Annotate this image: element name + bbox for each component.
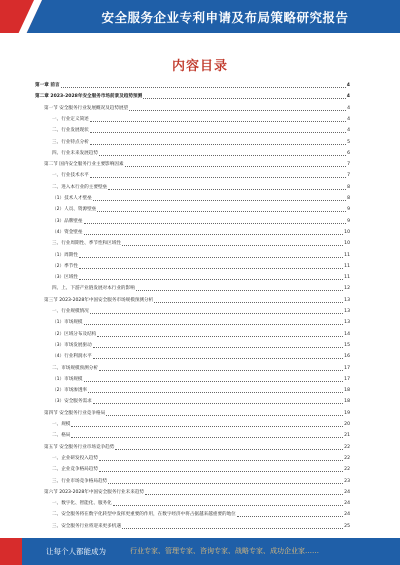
toc-entry[interactable]: [52, 183, 350, 192]
toc-entry-page: 4: [346, 83, 350, 88]
toc-entry[interactable]: [52, 465, 350, 474]
toc-entry[interactable]: [52, 262, 350, 271]
toc-entry-title: 第六节 2023-2028年中国安全服务行业未来趋势: [44, 489, 145, 495]
toc-leader-dots: [136, 289, 343, 291]
toc-leader-dots: [154, 301, 343, 303]
toc-leader-dots: [90, 143, 346, 145]
toc-leader-dots: [113, 504, 343, 506]
toc-entry-title: （3）安全服务需求: [52, 399, 92, 405]
toc-leader-dots: [84, 233, 344, 235]
toc-leader-dots: [88, 391, 343, 393]
toc-leader-dots: [143, 97, 346, 99]
toc-entry[interactable]: [52, 386, 350, 395]
toc-leader-dots: [71, 436, 343, 438]
toc-entry[interactable]: [52, 352, 350, 361]
toc-leader-dots: [90, 176, 346, 178]
toc-entry-title: 一、企业研发投入趋势: [52, 455, 98, 461]
toc-leader-dots: [99, 369, 343, 371]
toc-entry[interactable]: [52, 194, 350, 203]
toc-entry[interactable]: [52, 510, 350, 519]
toc-entry-title: 二、格局: [52, 433, 71, 439]
toc-entry-title: 第一节 安全服务行业发展概况及趋势展望: [44, 105, 129, 111]
toc-entry-title: 二、进入本行业的主要壁垒: [52, 184, 108, 190]
toc-entry-title: （1）市场规模: [52, 376, 83, 382]
toc-entry-page: 22: [344, 455, 350, 461]
toc-leader-dots: [125, 165, 347, 167]
toc-entry[interactable]: [52, 228, 350, 237]
toc-entry-page: 16: [344, 354, 350, 360]
toc-entry-page: 4: [346, 94, 350, 100]
toc-entry[interactable]: [52, 205, 350, 214]
toc-leader-dots: [84, 323, 344, 325]
toc-entry-page: 9: [347, 218, 350, 224]
toc-leader-dots: [108, 482, 343, 484]
toc-entry[interactable]: [52, 364, 350, 373]
toc-leader-dots: [79, 278, 343, 280]
toc-entry-title: （3）品牌壁垒: [52, 218, 83, 224]
toc-leader-dots: [145, 493, 343, 495]
toc-entry-title: （4）资金壁垒: [52, 229, 83, 235]
toc-entry-title: 四、行业未来发展趋势: [52, 150, 98, 156]
toc-entry[interactable]: [52, 251, 350, 260]
toc-entry[interactable]: [52, 307, 350, 316]
toc-entry-page: 22: [344, 467, 350, 473]
toc-leader-dots: [93, 402, 343, 404]
toc-entry-title: 二、行业发展现状: [52, 128, 89, 134]
footer-slogan: 让每个人都能成为: [46, 547, 106, 556]
toc-leader-dots: [90, 120, 346, 122]
toc-entry[interactable]: [44, 296, 350, 305]
toc-entry-page: 24: [344, 501, 350, 507]
toc-entry-page: 25: [344, 523, 350, 529]
toc-entry[interactable]: [35, 81, 350, 90]
toc-leader-dots: [122, 244, 343, 246]
toc-entry[interactable]: [52, 171, 350, 180]
toc-entry[interactable]: [52, 217, 350, 226]
toc-entry-title: （4）行业利润水平: [52, 354, 92, 360]
toc-entry-page: 20: [344, 422, 350, 427]
toc-entry-page: 17: [344, 376, 350, 382]
toc-entry-title: 第三节 2023-2028年中国安全服务市场规模预测分析: [44, 297, 154, 303]
toc-entry[interactable]: [52, 431, 350, 440]
toc-entry[interactable]: [44, 443, 350, 452]
toc-entry-title: （2）区域分布及结构: [52, 331, 97, 337]
toc-entry-title: 三、行业特点分析: [52, 139, 89, 145]
toc-entry[interactable]: [52, 375, 350, 384]
toc-entry-title: 第二章 2023-2028年安全服务市场前景及趋势预测: [35, 94, 143, 100]
toc-entry-title: 第四节 安全服务行业竞争格局: [44, 410, 106, 416]
toc-entry-title: （3）市场发展驱动: [52, 342, 92, 348]
toc-entry-page: 10: [344, 229, 350, 235]
toc-entry-title: （1）周期性: [52, 252, 78, 258]
toc-entry[interactable]: [52, 239, 350, 248]
toc-entry-page: 4: [347, 116, 350, 122]
toc-entry-page: 11: [344, 252, 350, 258]
toc-entry-title: 四、上、下游产业链发展对本行业的影响: [52, 286, 135, 292]
toc-entry-title: 二、安全服务将在数字化转型中发挥更重要的作用，在数字经济中将占据越来越重要的地位: [52, 512, 236, 518]
toc-entry-title: 一、行业定义简述: [52, 116, 89, 122]
page-footer: [0, 538, 400, 565]
toc-entry-page: 24: [344, 512, 350, 518]
toc-entry[interactable]: [35, 92, 350, 101]
toc-leader-dots: [93, 346, 343, 348]
toc-entry-page: 17: [344, 365, 350, 371]
toc-entry-page: 11: [344, 275, 350, 281]
toc-leader-dots: [93, 357, 343, 359]
toc-entry[interactable]: [52, 341, 350, 350]
toc-entry-page: 14: [344, 331, 350, 337]
toc-entry[interactable]: [52, 499, 350, 508]
footer-red-corner: [0, 538, 22, 565]
toc-leader-dots: [90, 131, 346, 133]
toc-entry-page: 6: [347, 150, 350, 156]
toc-entry-page: 9: [347, 207, 350, 213]
toc-entry-page: 11: [344, 263, 350, 269]
toc-entry-page: 10: [344, 241, 350, 247]
toc-entry-page: 7: [347, 173, 350, 179]
toc-entry[interactable]: [52, 397, 350, 406]
toc-entry-title: （3）区域性: [52, 275, 78, 281]
toc-entry-page: 18: [344, 399, 350, 405]
toc-entry[interactable]: [44, 104, 350, 113]
toc-leader-dots: [99, 470, 343, 472]
toc-entry-page: 19: [344, 410, 350, 416]
toc-entry-page: 15: [344, 342, 350, 348]
toc-leader-dots: [90, 312, 343, 314]
toc-entry-page: 8: [347, 184, 350, 190]
toc-entry[interactable]: [52, 149, 350, 158]
toc-entry-page: 24: [344, 489, 350, 495]
toc-heading: 内容目录: [171, 59, 228, 74]
toc-leader-dots: [79, 256, 343, 258]
toc-entry-page: 22: [344, 444, 350, 450]
toc-entry-title: （2）人员、资源壁垒: [52, 207, 97, 213]
toc-entry-page: 12: [344, 286, 350, 292]
toc-entry-title: （1）市场规模: [52, 320, 83, 326]
toc-entry[interactable]: [44, 409, 350, 418]
toc-entry-page: 13: [344, 320, 350, 326]
toc-leader-dots: [237, 515, 343, 517]
toc-entry-page: 5: [347, 139, 350, 145]
toc-leader-dots: [61, 86, 346, 88]
toc-leader-dots: [84, 222, 347, 224]
toc-entry[interactable]: [52, 138, 350, 147]
toc-entry-title: （2）市场渗透率: [52, 388, 88, 394]
toc-entry-title: 一、数字化、智能化、服务化: [52, 501, 112, 507]
toc-entry[interactable]: [44, 488, 350, 497]
toc-leader-dots: [106, 414, 343, 416]
toc-entry[interactable]: [52, 115, 350, 124]
toc-entry[interactable]: [52, 330, 350, 339]
toc-entry[interactable]: [52, 318, 350, 327]
toc-entry[interactable]: [52, 420, 350, 429]
toc-entry-page: 4: [347, 128, 350, 134]
toc-entry-title: （2）季节性: [52, 263, 78, 269]
toc-entry-title: 三、安全服务行业将迎来更多机遇: [52, 523, 121, 529]
toc-entry-title: 三、行业周期性、季节性和区域性: [52, 241, 121, 247]
toc-entry-title: （1）技术人才壁垒: [52, 196, 92, 201]
toc-leader-dots: [99, 459, 343, 461]
footer-roles: 行业专家、管理专家、咨询专家、战略专家、成功企业家……: [130, 547, 319, 555]
toc-leader-dots: [93, 199, 346, 201]
toc-entry-title: 第一章 前言: [35, 83, 60, 88]
toc-leader-dots: [97, 335, 343, 337]
toc-entry[interactable]: [52, 126, 350, 135]
toc-leader-dots: [71, 425, 343, 427]
toc-entry-page: 13: [344, 297, 350, 303]
toc-entry[interactable]: [52, 522, 350, 531]
toc-entry-title: 第二节 国内安全服务行业主要影响因素: [44, 162, 124, 168]
toc-leader-dots: [122, 527, 343, 529]
toc-entry[interactable]: [52, 284, 350, 293]
toc-entry-page: 23: [344, 478, 350, 484]
toc-entry-page: 13: [344, 309, 350, 314]
toc-entry[interactable]: [52, 477, 350, 486]
toc-leader-dots: [84, 380, 344, 382]
toc-entry-title: 一、行业技术水平: [52, 173, 89, 179]
toc-leader-dots: [79, 267, 343, 269]
toc-entry-page: 7: [347, 162, 350, 168]
toc-entry-page: 21: [344, 433, 350, 439]
toc-entry-page: 4: [347, 105, 350, 111]
toc-entry-title: 第五节 安全服务行业市场竞争趋势: [44, 444, 115, 450]
toc-entry[interactable]: [44, 160, 350, 169]
toc-leader-dots: [129, 109, 346, 111]
toc-entry-title: 二、企业竞争格局趋势: [52, 467, 98, 473]
toc-entry-page: 8: [347, 196, 350, 201]
toc-entry[interactable]: [52, 454, 350, 463]
toc-leader-dots: [97, 210, 346, 212]
report-title: 安全服务企业专利申请及布局策略研究报告: [101, 10, 349, 25]
toc-entry[interactable]: [52, 273, 350, 282]
toc-entry-title: 一、行业规模情况: [52, 309, 89, 314]
toc-leader-dots: [108, 188, 346, 190]
toc-entry-title: 一、规模: [52, 422, 71, 427]
toc-entry-page: 18: [344, 388, 350, 394]
toc-leader-dots: [99, 154, 346, 156]
toc-leader-dots: [115, 448, 343, 450]
toc-entry-title: 二、市场规模预测分析: [52, 365, 98, 371]
page-header: [0, 0, 400, 33]
toc-entry-title: 三、行业市场竞争格局趋势: [52, 478, 108, 484]
